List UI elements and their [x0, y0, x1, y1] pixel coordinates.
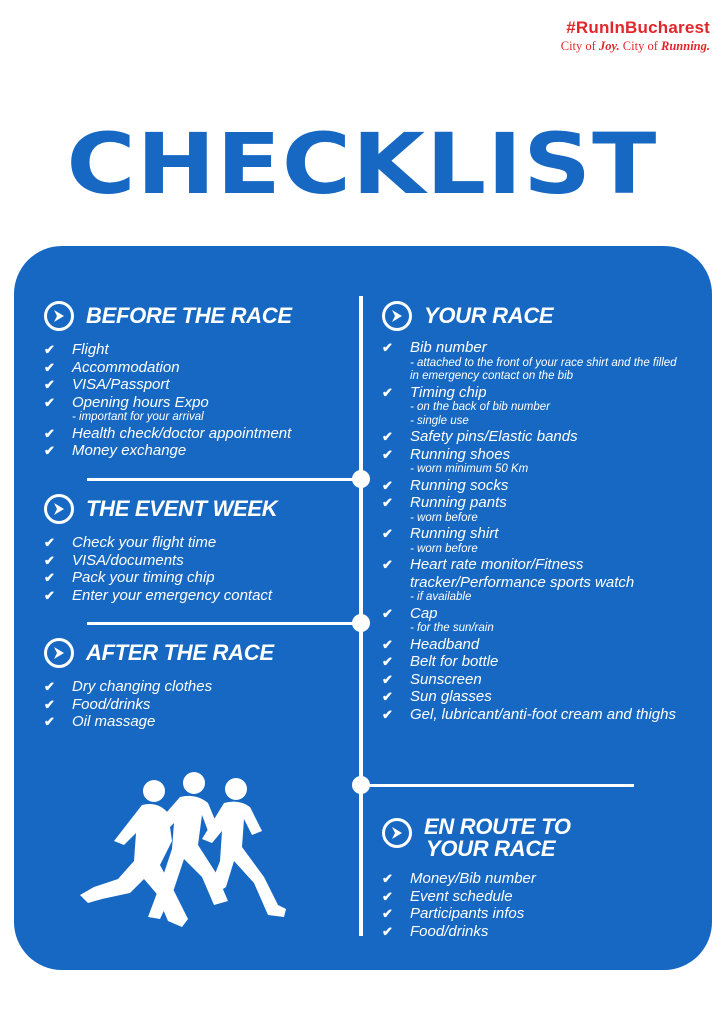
checklist-item-text [410, 428, 578, 446]
checklist-item-text [72, 569, 215, 587]
checklist-item [382, 339, 684, 384]
checklist-item-text [410, 525, 498, 556]
checkmark-icon: ✔ [382, 557, 393, 572]
checkmark-icon: ✔ [382, 689, 393, 704]
divider-dot [352, 776, 370, 794]
checklist-item-text [410, 706, 676, 724]
checklist-item-label: Opening hours Expo [72, 393, 209, 411]
checkmark-icon: ✔ [382, 906, 393, 921]
checklist-item [44, 442, 349, 460]
checkmark-icon: ✔ [44, 394, 55, 410]
divider-your-enroute [359, 784, 634, 787]
section-title: THE EVENT WEEK [86, 496, 278, 521]
checklist-item [382, 605, 684, 636]
checklist-item [44, 341, 349, 359]
checklist-item-label: Running shoes [410, 445, 511, 463]
checklist-item [44, 534, 349, 552]
checklist-item-label: Running shirt [410, 525, 499, 542]
checklist-item-text [410, 636, 479, 654]
runners-illustration [64, 769, 304, 939]
checkmark-icon: ✔ [382, 706, 393, 722]
checkmark-icon: ✔ [44, 443, 55, 458]
section-header [44, 638, 349, 668]
tagline-emph-2: Running. [661, 39, 710, 53]
checkmark-icon: ✔ [382, 446, 393, 462]
checklist-item-label: Running socks [410, 476, 509, 494]
divider-before-week [87, 478, 363, 481]
checklist-item-text [410, 477, 508, 495]
checklist-item-label: Safety pins/Elastic bands [410, 428, 578, 445]
brand-tagline [561, 39, 710, 54]
checklist-item-label: Health check/doctor appointment [72, 424, 292, 442]
checklist-list [44, 341, 349, 460]
checkmark-icon: ✔ [382, 526, 393, 541]
chevron-right-icon [44, 638, 74, 668]
tagline-text-1: City of [560, 39, 599, 53]
section-title: YOUR RACE [424, 303, 554, 328]
checklist-item-label: Oil massage [72, 713, 156, 730]
checklist-item [44, 552, 349, 570]
chevron-right-icon [382, 818, 412, 848]
checklist-item-text [410, 494, 507, 525]
checklist-item-text [410, 653, 498, 671]
checklist-item-text [410, 870, 536, 888]
checklist-item [382, 556, 684, 605]
checklist-item-label: Sun glasses [410, 688, 492, 705]
checklist-item [44, 376, 349, 394]
checklist-panel [14, 246, 712, 970]
checklist-item [44, 425, 349, 443]
checklist-item [382, 671, 684, 689]
checkmark-icon: ✔ [382, 495, 393, 510]
checklist-item-text [72, 341, 109, 359]
checkmark-icon: ✔ [382, 654, 393, 669]
checklist-item [44, 359, 349, 377]
checkmark-icon: ✔ [382, 636, 393, 652]
checklist-list [382, 339, 684, 723]
checklist-item-text [72, 587, 272, 605]
checklist-item-label: Running pants [410, 494, 507, 511]
checklist-item [382, 870, 684, 888]
brand-hashtag: #RunInBucharest [566, 18, 710, 37]
checklist-item-text [72, 359, 180, 377]
checklist-item-note: - important for your arrival [72, 411, 204, 423]
section-title-line-1: EN ROUTE TO [424, 814, 571, 839]
checklist-item-label: Headband [410, 635, 480, 653]
divider-dot [352, 470, 370, 488]
checklist-item-text [410, 446, 528, 477]
checkmark-icon: ✔ [44, 425, 55, 441]
checklist-item-label: Money/Bib number [410, 870, 536, 887]
checkmark-icon: ✔ [382, 340, 393, 355]
checkmark-icon: ✔ [382, 888, 393, 904]
checkmark-icon: ✔ [44, 587, 55, 603]
checklist-item-note: - worn before [410, 511, 478, 524]
checklist-item [382, 653, 684, 671]
tagline-emph-1: Joy. [598, 39, 620, 53]
checklist-item-text [410, 384, 550, 429]
checklist-item [382, 923, 684, 941]
section-header [382, 806, 684, 860]
section-event-week [44, 494, 349, 604]
checklist-item-note: - worn before [410, 542, 478, 555]
checklist-item [382, 428, 684, 446]
checklist-item [382, 477, 684, 495]
checkmark-icon: ✔ [44, 535, 55, 550]
checklist-item [382, 688, 684, 706]
checklist-item [44, 678, 349, 696]
checklist-item-label: Sunscreen [410, 670, 482, 688]
divider-dot [352, 614, 370, 632]
checklist-item-label: Pack your timing chip [72, 569, 215, 586]
section-after-race [44, 638, 349, 731]
checkmark-icon: ✔ [44, 552, 55, 568]
checklist-item-text [410, 688, 492, 706]
checkmark-icon: ✔ [382, 605, 393, 621]
checklist-item-label: Cap [410, 604, 438, 622]
checklist-item-label: Event schedule [410, 887, 513, 905]
divider-week-after [87, 622, 363, 625]
checklist-list [44, 678, 349, 731]
checklist-item-label: Dry changing clothes [72, 678, 213, 695]
checklist-item [44, 587, 349, 605]
checklist-item-note: - on the back of bib number [410, 401, 550, 413]
checklist-item-note: - if available [410, 591, 472, 603]
checklist-item-note: - worn minimum 50 Km [410, 463, 529, 475]
checklist-list [44, 534, 349, 604]
checklist-item-text [72, 552, 184, 570]
checklist-item-text [72, 442, 186, 460]
checkmark-icon: ✔ [44, 714, 55, 729]
checklist-item-text [72, 425, 291, 443]
checklist-item-text [410, 888, 513, 906]
checklist-item-label: VISA/Passport [72, 376, 170, 393]
section-title: AFTER THE RACE [86, 640, 274, 665]
checklist-item-text [410, 905, 524, 923]
section-en-route [382, 806, 684, 940]
checklist-item [44, 569, 349, 587]
checklist-item [44, 696, 349, 714]
checkmark-icon: ✔ [382, 923, 393, 939]
checklist-item-note: - for the sun/rain [410, 622, 494, 634]
checklist-item-text [72, 534, 216, 552]
checkmark-icon: ✔ [44, 679, 55, 694]
page-title: CHECKLIST [66, 115, 658, 213]
checkmark-icon: ✔ [382, 477, 393, 493]
brand-block [561, 18, 710, 54]
checkmark-icon: ✔ [382, 671, 393, 687]
chevron-right-icon [44, 301, 74, 331]
chevron-right-icon [382, 301, 412, 331]
checklist-item-label: Participants infos [410, 905, 525, 922]
checklist-item-note: - single use [410, 414, 469, 427]
checklist-item-label: Money exchange [72, 442, 187, 459]
checklist-list [382, 870, 684, 940]
checklist-item-text [72, 696, 150, 714]
tagline-text-2: City of [619, 39, 661, 53]
checklist-item [382, 446, 684, 477]
checklist-item-label: Heart rate monitor/Fitness tracker/Performance sports watch [410, 556, 635, 591]
section-title [424, 816, 571, 860]
checklist-item-label: Check your flight time [72, 534, 217, 551]
checkmark-icon: ✔ [44, 377, 55, 392]
checklist-item-label: Gel, lubricant/anti-foot cream and thighs [410, 705, 676, 723]
checklist-item [382, 525, 684, 556]
checklist-item [382, 888, 684, 906]
checklist-item-label: Enter your emergency contact [72, 586, 273, 604]
checklist-item-label: Timing chip [410, 383, 487, 401]
section-header [44, 301, 349, 331]
checkmark-icon: ✔ [44, 570, 55, 585]
checkmark-icon: ✔ [382, 429, 393, 444]
section-title: BEFORE THE RACE [86, 303, 292, 328]
checklist-item [382, 905, 684, 923]
checklist-item-text [72, 394, 209, 425]
checklist-item [382, 636, 684, 654]
checkmark-icon: ✔ [44, 696, 55, 712]
checklist-item-text [410, 556, 684, 605]
checklist-item-label: Food/drinks [72, 695, 151, 713]
checklist-item-text [72, 713, 155, 731]
checkmark-icon: ✔ [382, 871, 393, 886]
checklist-item-label: Bib number [410, 339, 487, 356]
checklist-item-text [410, 605, 494, 636]
checkmark-icon: ✔ [44, 342, 55, 357]
section-header [382, 301, 684, 331]
checklist-item-text [72, 376, 170, 394]
checklist-item-text [72, 678, 212, 696]
checklist-item-note: - attached to the front of your race shirt and the filled in emergency contact on the bib [410, 356, 677, 382]
checklist-item [382, 384, 684, 429]
checklist-item-label: Accommodation [72, 358, 180, 376]
checklist-item [382, 494, 684, 525]
checklist-item-label: Flight [72, 341, 109, 358]
checklist-item-label: VISA/documents [72, 551, 184, 569]
checklist-item [44, 713, 349, 731]
checklist-item [44, 394, 349, 425]
chevron-right-icon [44, 494, 74, 524]
checkmark-icon: ✔ [382, 384, 393, 400]
section-title-line-2: YOUR RACE [426, 836, 556, 861]
checklist-item-text [410, 339, 684, 384]
checklist-item-label: Belt for bottle [410, 653, 499, 670]
section-your-race [382, 301, 684, 723]
checklist-item [382, 706, 684, 724]
section-before-race [44, 301, 349, 460]
checklist-item-label: Food/drinks [410, 922, 489, 940]
checkmark-icon: ✔ [44, 359, 55, 375]
checklist-item-text [410, 923, 488, 941]
checklist-item-text [410, 671, 482, 689]
section-header [44, 494, 349, 524]
